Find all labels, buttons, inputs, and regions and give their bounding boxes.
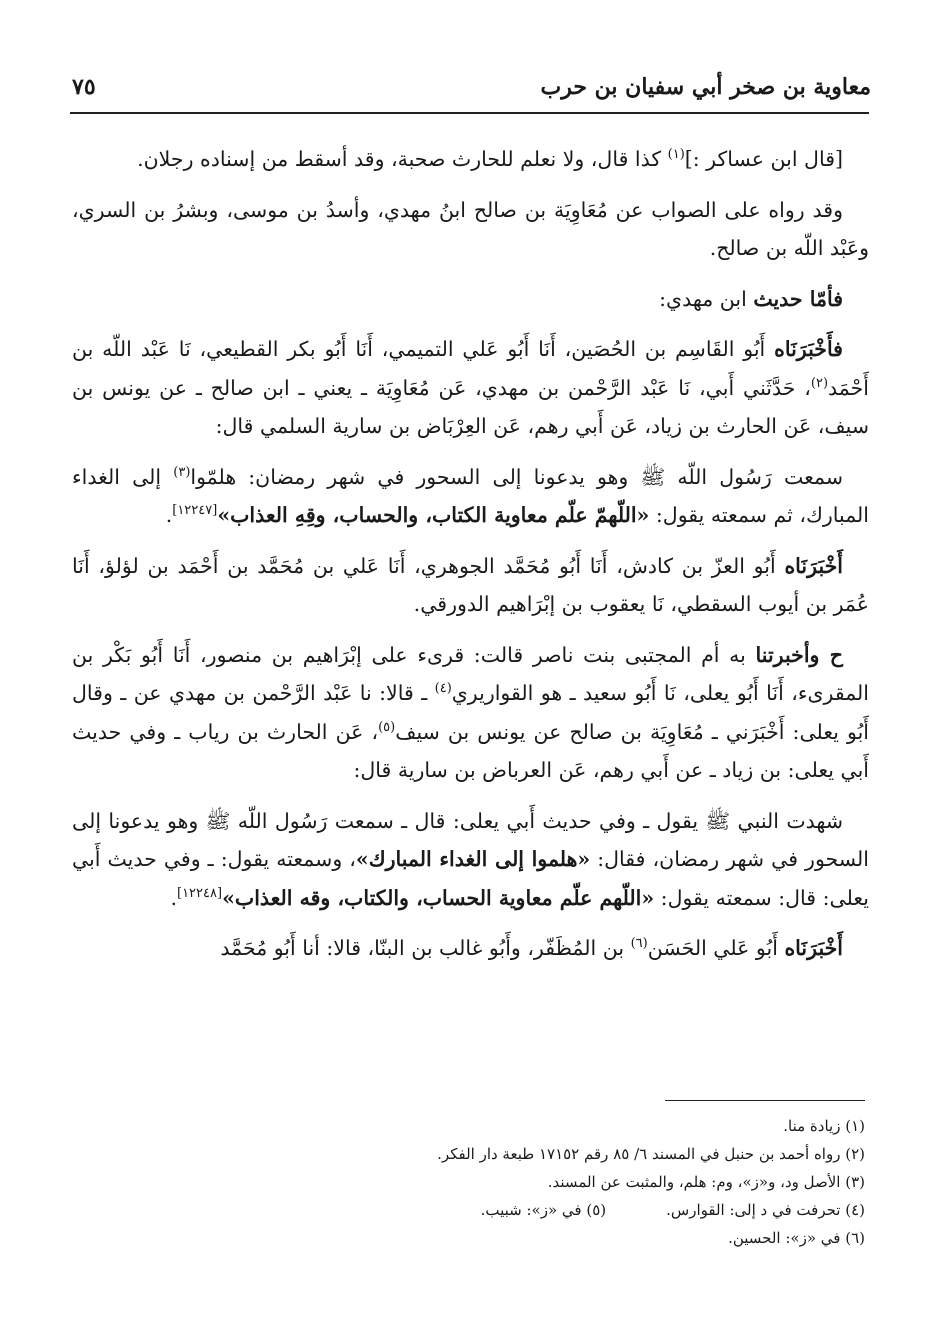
p5-end: . <box>165 503 173 527</box>
paragraph-8 <box>72 802 869 918</box>
paragraph-6 <box>72 547 869 624</box>
footnote-divider <box>665 1100 865 1101</box>
header-divider <box>70 112 869 114</box>
p1-text-a: [قال ابن عساكر :] <box>684 147 843 171</box>
running-title: معاوية بن صخر أبي سفيان بن حرب <box>540 74 871 100</box>
p9-bold: أَخْبَرَنَاه <box>784 936 843 960</box>
hadith-number-1: [١٢٢٤٧] <box>172 503 218 519</box>
footnote-ref-4: (٤) <box>434 681 452 697</box>
paragraph-7 <box>72 636 869 790</box>
footnote-ref-5: (٥) <box>378 719 396 735</box>
paragraph-4 <box>72 330 869 446</box>
p3-text: ابن مهدي: <box>659 286 754 311</box>
p7-text-a: به أم المجتبى بنت ناصر قالت: قرىء على إبْرَاهيم بن منصور، أَنَا أَبُو بَكْر بن المقرىء، أَنَا أَبُو يعلى، نَا أَبُو سعيد ـ هو القواريري <box>72 642 869 705</box>
footnote-5: (٥) في «ز»: شبيب. <box>480 1201 607 1219</box>
p2-text: وقد رواه على الصواب عن مُعَاوِيَة بن صالح ابنُ مهدي، وأسدُ بن موسى، وبشرُ بن السري، وعَبْد اللّه بن صالح. <box>72 197 869 260</box>
footnote-4: (٤) تحرفت في د إلى: القوارس. <box>666 1201 865 1219</box>
p8-bold-1: «هلموا إلى الغداء المبارك» <box>355 847 591 871</box>
page-number: ٧٥ <box>72 74 96 100</box>
p9-text-b: بن المُظَفّر، وأَبُو غالب بن البنّا، قالا: أنا أَبُو مُحَمَّد <box>220 936 631 960</box>
p8-end: . <box>170 885 177 910</box>
main-text <box>72 140 869 980</box>
p8-text-a: شهدت النبي ﷺ يقول ـ وفي حديث أَبي يعلى: قال ـ سمعت رَسُول اللّه ﷺ وهو يدعونا إلى السحور في شهر رمضان، فقال: <box>72 808 869 871</box>
p3-bold: فأمّا حديث <box>753 286 843 311</box>
footnote-ref-2: (٢) <box>810 375 829 391</box>
paragraph-5 <box>72 458 869 535</box>
footnote-6: (٦) في «ز»: الحسين. <box>728 1229 865 1247</box>
p4-text-b: ، حَدَّثَني أَبي، نَا عَبْد الرَّحْمن بن مهدي، عَن مُعَاوِيَة ـ يعني ـ ابن صالح ـ عن يونس بن سيف، عَن الحارث بن زياد، عَن أَبي رهم، عَن العِرْبَاض بن سارية السلمي قال: <box>72 375 869 438</box>
p8-bold-2: «اللّهم علّم معاوية الحساب، والكتاب، وقه العذاب» <box>222 885 655 910</box>
p1-text-b: كذا قال، ولا نعلم للحارث صحبة، وقد أسقط من إسناده رجلان. <box>137 147 668 171</box>
p4-bold: فأَخْبَرَنَاه <box>774 337 843 361</box>
footnote-2: (٢) رواه أحمد بن حنبل في المسند ٦/ ٨٥ رقم ١٧١٥٢ طبعة دار الفكر. <box>437 1145 865 1163</box>
footnote-ref-6: (٦) <box>630 936 648 952</box>
footnote-row-4-5 <box>72 1196 865 1224</box>
page-header <box>66 70 871 106</box>
p8-text-b: ، وسمعته يقول: ـ وفي حديث أَبي يعلى: قال: سمعته يقول: <box>72 847 869 910</box>
p7-text-b: ـ قالا: نا عَبْد الرَّحْمن بن مهدي عن ـ وقال أَبُو يعلى: أَخْبَرَني ـ مُعَاوِيَة بن صالح عن يونس بن سيف <box>72 681 869 744</box>
paragraph-2 <box>72 191 869 268</box>
p9-text-a: أَبُو عَلي الحَسَن <box>647 936 785 960</box>
p7-bold: ح وأخبرتنا <box>755 642 843 667</box>
p5-text-b: إلى الغداء المبارك، ثم سمعته يقول: <box>72 464 869 527</box>
footnote-1: (١) زيادة منا. <box>783 1117 865 1135</box>
p5-bold: «اللّهمّ علّم معاوية الكتاب، والحساب، وقِهِ العذاب» <box>217 503 650 527</box>
paragraph-9 <box>72 929 869 968</box>
p6-text: أَبُو العزّ بن كادش، أَنَا أَبُو مُحَمَّد الجوهري، أَنَا عَلي بن مُحَمَّد بن أَحْمَد بن لؤلؤ، أَنَا عُمَر بن أيوب السقطي، نَا يعقوب بن إبْرَاهيم الدورقي. <box>72 553 869 616</box>
footnote-ref-3: (٣) <box>173 464 191 480</box>
p5-text-a: سمعت رَسُول اللّه ﷺ وهو يدعونا إلى السحور في شهر رمضان: هلمّوا <box>190 464 843 489</box>
p7-text-c: ، عَن الحارث بن رياب ـ وفي حديث أَبي يعلى: بن زياد ـ عن أَبي رهم، عَن العرباض بن سارية قال: <box>72 719 869 782</box>
p4-text-a: أَبُو القَاسِم بن الحُصَين، أَنَا أَبُو عَلي التميمي، أَنَا أَبُو بكر القطيعي، نَا عَبْد اللّه بن أَحْمَد <box>72 337 869 400</box>
hadith-number-2: [١٢٢٤٨] <box>177 885 223 901</box>
p6-bold: أَخْبَرَنَاه <box>784 553 843 578</box>
footnote-3: (٣) الأصل ود، و«ز»، وم: هلم، والمثبت عن المسند. <box>547 1173 865 1191</box>
footnotes <box>72 1112 865 1252</box>
paragraph-3 <box>72 280 869 319</box>
footnote-ref-1: (١) <box>667 147 685 163</box>
paragraph-1 <box>72 140 869 179</box>
